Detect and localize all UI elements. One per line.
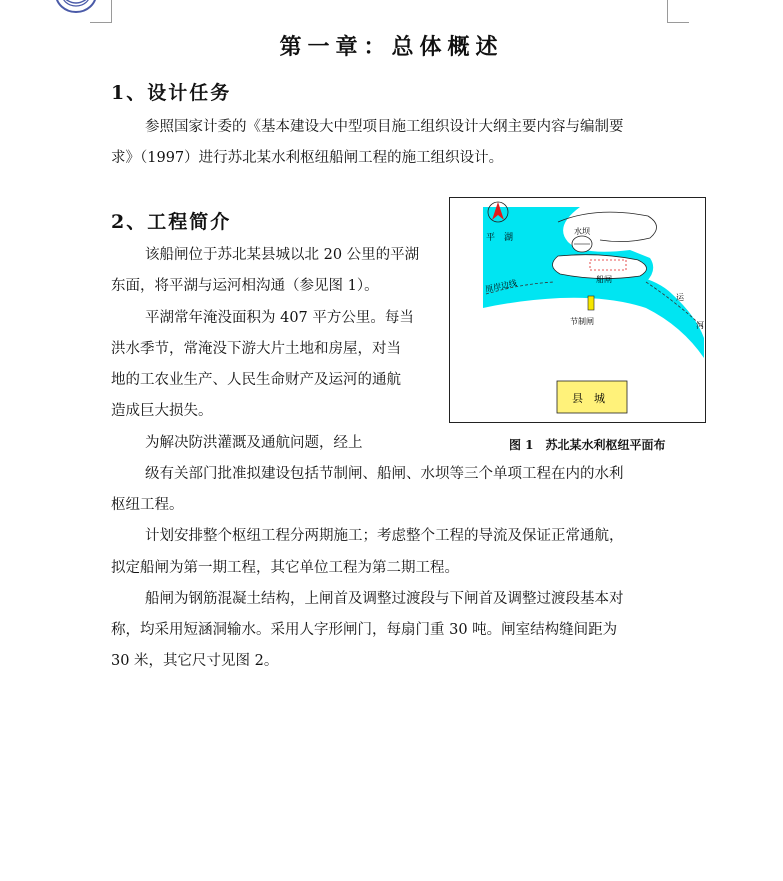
paragraph-line: 造成巨大损失。 — [111, 403, 213, 419]
paragraph-line: 东面，将平湖与运河相沟通（参见图 1）。 — [111, 278, 379, 294]
paragraph-line: 拟定船闸为第一期工程，其它单位工程为第二期工程。 — [111, 560, 459, 576]
corner-mark-right-v — [667, 0, 668, 22]
paragraph-line: 地的工农业生产、人民生命财产及运河的通航 — [111, 372, 401, 388]
label-sluice: 节制闸 — [570, 317, 594, 326]
paragraph-line: 为解决防洪灌溉及通航问题，经上 — [145, 435, 363, 451]
section-heading-design-task: 1、设计任务 — [111, 82, 232, 104]
label-shiplock: 船闸 — [596, 275, 612, 284]
paragraph-line: 级有关部门批准拟建设包括节制闸、船闸、水坝等三个单项工程在内的水利 — [145, 466, 624, 482]
corner-mark-right-h — [667, 22, 689, 23]
site-plan-drawing — [450, 198, 705, 422]
paragraph-line: 该船闸位于苏北某县城以北 20 公里的平湖 — [145, 247, 420, 263]
corner-mark-left-h — [90, 22, 112, 23]
figure-site-plan — [449, 197, 706, 423]
paragraph-line: 计划安排整个枢纽工程分两期施工；考虑整个工程的导流及保证正常通航， — [145, 528, 624, 544]
label-shore: 原岸边线 — [484, 278, 518, 294]
label-dam: 水坝 — [574, 227, 590, 236]
label-canal-1: 运 — [676, 293, 684, 302]
corner-mark-left-v — [111, 0, 112, 22]
label-canal-2: 河 — [696, 321, 704, 330]
upper-bank — [558, 212, 657, 241]
paragraph-line: 求》（1997）进行苏北某水利枢纽船闸工程的施工组织设计。 — [111, 150, 504, 166]
paragraph-line: 洪水季节，常淹没下游大片土地和房屋，对当 — [111, 341, 401, 357]
paragraph-line: 30 米，其它尺寸见图 2。 — [111, 653, 279, 669]
paragraph-line: 枢纽工程。 — [111, 497, 184, 513]
school-logo — [54, 0, 98, 16]
paragraph-line: 称，均采用短涵洞输水。采用人字形闸门，每扇门重 30 吨。闸室结构缝间距为 — [111, 622, 618, 638]
label-lake: 平 湖 — [486, 232, 514, 242]
paragraph-line: 平湖常年淹没面积为 407 平方公里。每当 — [145, 310, 414, 326]
paragraph-line: 船闸为钢筋混凝土结构，上闸首及调整过渡段与下闸首及调整过渡段基本对 — [145, 591, 624, 607]
figure-caption: 图 1 苏北某水利枢纽平面布 — [509, 438, 666, 452]
sluice-mark — [588, 296, 594, 310]
label-county: 县 城 — [572, 393, 605, 405]
paragraph-line: 参照国家计委的《基本建设大中型项目施工组织设计大纲主要内容与编制要 — [145, 119, 624, 135]
chapter-title: 第一章：总体概述 — [279, 34, 504, 60]
section-heading-project-intro: 2、工程简介 — [111, 211, 232, 233]
